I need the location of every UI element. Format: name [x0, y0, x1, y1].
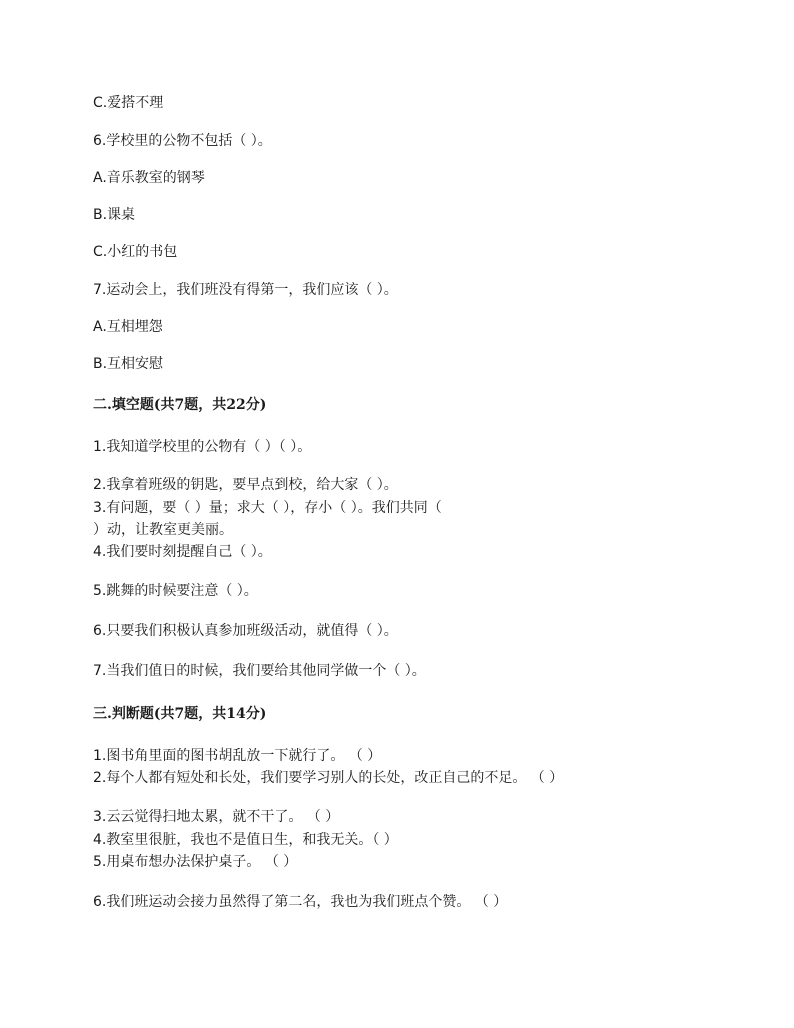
option-a-blame: A.互相埋怨 [93, 319, 163, 335]
section-heading-fill-blank: 二.填空题(共7题，共22分) [93, 397, 267, 413]
judge-question-6: 6.我们班运动会接力虽然得了第二名，我也为我们班点个赞。 （ ） [93, 894, 508, 910]
judge-question-5: 5.用桌布想办法保护桌子。 （ ） [93, 854, 298, 870]
option-a-piano: A.音乐教室的钢琴 [93, 170, 205, 186]
fill-question-1: 1.我知道学校里的公物有（ ）（ ）。 [93, 439, 312, 455]
fill-question-3: 3.有问题，要（ ）量；求大（ ），存小（ ）。我们共同（ [93, 500, 442, 516]
fill-question-3-cont: ）动，让教室更美丽。 [93, 522, 233, 538]
fill-question-7: 7.当我们值日的时候，我们要给其他同学做一个（ ）。 [93, 663, 426, 679]
question-6: 6.学校里的公物不包括（ ）。 [93, 133, 272, 149]
judge-question-1: 1.图书角里面的图书胡乱放一下就行了。 （ ） [93, 748, 382, 764]
option-b-comfort: B.互相安慰 [93, 356, 164, 372]
judge-question-2: 2.每个人都有短处和长处，我们要学习别人的长处，改正自己的不足。 （ ） [93, 770, 564, 786]
option-b-desk: B.课桌 [93, 207, 136, 223]
question-7: 7.运动会上，我们班没有得第一，我们应该（ ）。 [93, 282, 398, 298]
judge-question-4: 4.教室里很脏，我也不是值日生，和我无关。（ ） [93, 832, 398, 848]
fill-question-4: 4.我们要时刻提醒自己（ ）。 [93, 544, 272, 560]
fill-question-2: 2.我拿着班级的钥匙，要早点到校，给大家（ ）。 [93, 477, 398, 493]
fill-question-6: 6.只要我们积极认真参加班级活动，就值得（ ）。 [93, 623, 398, 639]
judge-question-3: 3.云云觉得扫地太累，就不干了。 （ ） [93, 809, 340, 825]
section-heading-judgment: 三.判断题(共7题，共14分) [93, 706, 267, 722]
fill-question-5: 5.跳舞的时候要注意（ ）。 [93, 583, 258, 599]
option-c-schoolbag: C.小红的书包 [93, 244, 178, 260]
option-c-ignore: C.爱搭不理 [93, 95, 164, 111]
